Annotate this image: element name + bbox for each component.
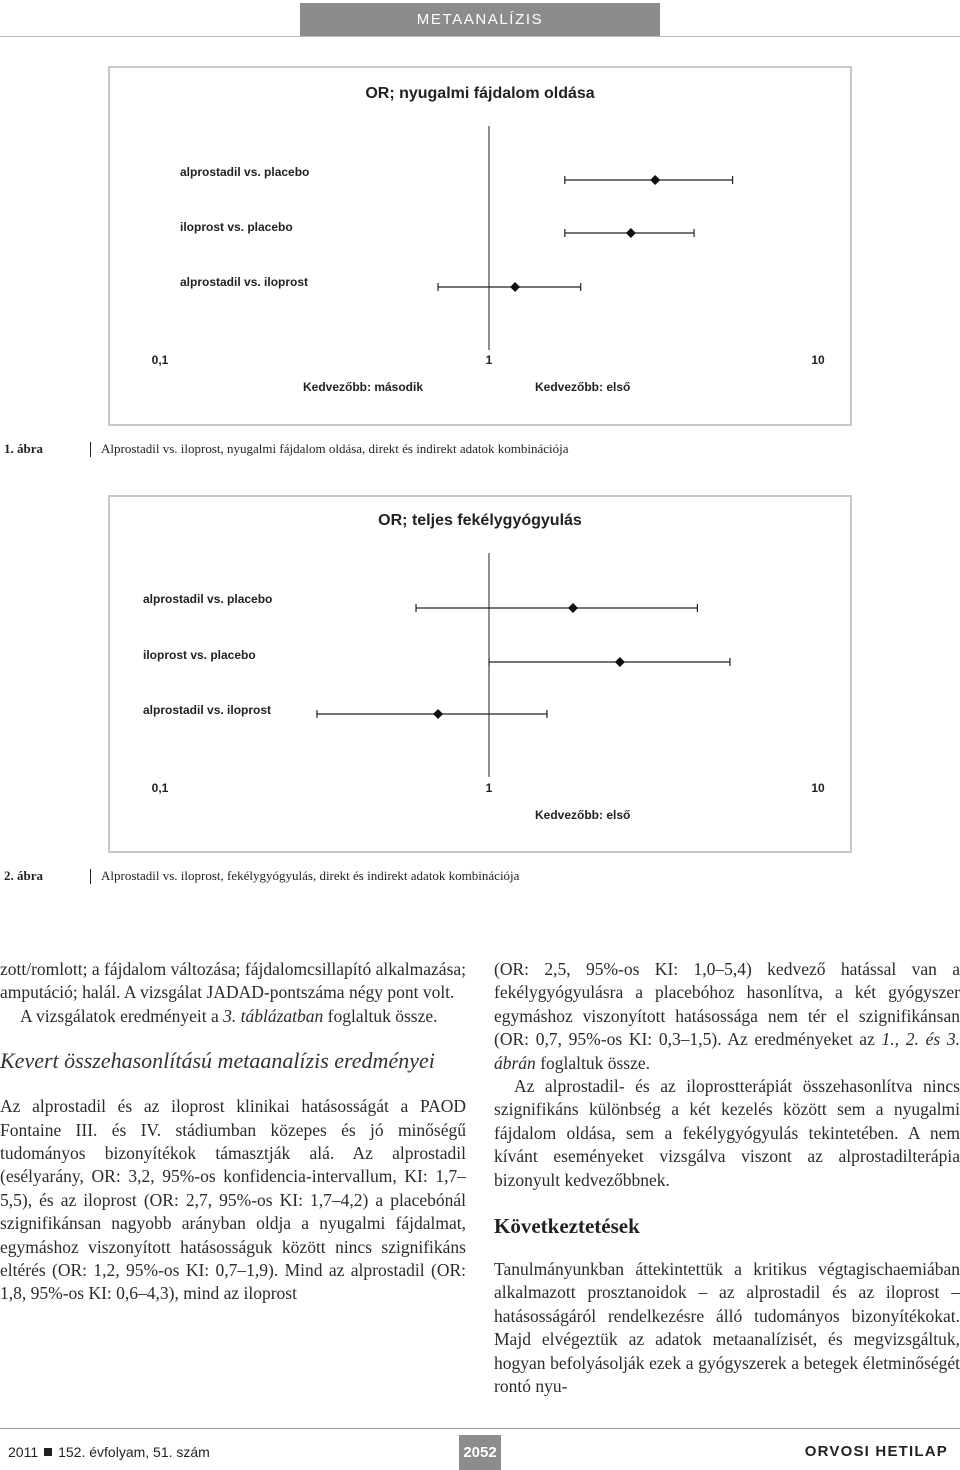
caption-divider — [90, 869, 91, 884]
text-run: A vizsgálatok eredményeit a — [20, 1005, 224, 1026]
row-label: alprostadil vs. placebo — [143, 592, 273, 606]
figure-2-number: 2. ábra — [4, 868, 43, 883]
row-label: alprostadil vs. iloprost — [180, 275, 309, 289]
forest-plot-2 — [110, 497, 850, 851]
odds-ratio-marker — [568, 603, 578, 613]
row-label: alprostadil vs. iloprost — [143, 703, 272, 717]
chart-title: OR; nyugalmi fájdalom oldása — [365, 85, 595, 102]
page-number-text: 2052 — [463, 1444, 497, 1461]
figure-reference: 1., 2. és 3. ábrán — [494, 1029, 960, 1073]
x-tick-label: 10 — [811, 353, 825, 367]
section-heading: Kevert összehasonlítású metaanalízis eredményei — [0, 1048, 435, 1074]
text-run: foglaltuk össze. — [535, 1052, 651, 1073]
text-run: (OR: 2,5, 95%-os KI: 1,0–5,4) kedvező hatással van a fekélygyógyulásra a placebóhoz hasonlítva, a két gyógyszer egymáshoz viszonyított hatásossága nem tér el szignifikánsan (OR: 0,7, 95%-os KI: 0,3–1,5). Az eredményeket az — [494, 959, 960, 1050]
figure-2 — [108, 495, 852, 853]
favors-first-label: Kedvezőbb: első — [535, 380, 631, 394]
page-number — [459, 1435, 501, 1470]
journal-name: ORVOSI HETILAP — [804, 1443, 948, 1460]
right-column — [494, 958, 960, 1399]
favors-second-label: Kedvezőbb: második — [303, 380, 424, 394]
section-title: METAANALÍZIS — [416, 11, 544, 28]
x-tick-label: 0,1 — [151, 353, 169, 367]
footer-year: 2011 — [8, 1444, 39, 1460]
paragraph: Tanulmányunkban áttekintettük a kritikus végtagischaemiában alkalmazott prosztanoidok – az alprostadil és az iloprost – hatásosságáról rendelkezésre álló tudományos bizonyítékokat. Majd elvégeztük az adatok metaanalízisét, és megvizsgáltuk, hogyan befolyásolják ezek a gyógyszerek a betegek életminőségét rontó nyu- — [494, 1259, 960, 1397]
paragraph — [0, 1005, 466, 1028]
odds-ratio-marker — [615, 657, 625, 667]
row-label: iloprost vs. placebo — [143, 648, 256, 662]
odds-ratio-marker — [626, 228, 636, 238]
footer-issue — [8, 1444, 210, 1460]
forest-plot-1 — [110, 68, 850, 424]
odds-ratio-marker — [433, 709, 443, 719]
table-reference: 3. táblázatban — [223, 1005, 324, 1026]
chart-title: OR; teljes fekélygyógyulás — [378, 512, 582, 529]
paragraph: Az alprostadil- és az iloprostterápiát összehasonlítva nincs szignifikáns különbség a két kezelés között sem a nyugalmi fájdalom oldása, sem a fekélygyógyulás tekintetében. A nem kívánt eseményeket vizsgálva viszont az alprostadilterápia bizonyult kedvezőbbnek. — [494, 1076, 960, 1190]
section-heading: Következtetések — [494, 1214, 640, 1239]
section-header — [300, 3, 660, 36]
x-tick-label: 10 — [811, 781, 825, 795]
x-tick-label: 1 — [485, 781, 493, 795]
row-label: alprostadil vs. placebo — [180, 165, 310, 179]
figure-2-caption-text: Alprostadil vs. iloprost, fekélygyógyulás, direkt és indirekt adatok kombinációja — [101, 868, 520, 883]
paragraph: Az alprostadil és az iloprost klinikai hatásosságát a PAOD Fontaine III. és IV. stádiumban közepes és jó minőségű tudományos bizonyítékok támasztják alá. Az alprostadil (esélyarány, OR: 3,2, 95%-os konfidencia-intervallum, KI: 1,7–5,5), és az iloprost (OR: 2,7, 95%-os KI: 1,7–4,2) a placebónál szignifikánsan nagyobb arányban oldja a nyugalmi fájdalmat, egymáshoz viszonyított hatásosságuk között nincs szignifikáns eltérés (OR: 1,2, 95%-os KI: 0,7–1,9). Mind az alprostadil (OR: 1,8, 95%-os KI: 0,6–4,3), mind az iloprost — [0, 1096, 466, 1304]
left-column — [0, 958, 466, 1306]
figure-1-caption-text: Alprostadil vs. iloprost, nyugalmi fájdalom oldása, direkt és indirekt adatok kombinációja — [101, 441, 569, 456]
paragraph: zott/romlott; a fájdalom változása; fájdalomcsillapító alkalmazása; amputáció; halál. A vizsgálat JADAD-pontszáma négy pont volt. — [0, 959, 467, 1003]
footer-rule — [0, 1428, 960, 1429]
odds-ratio-marker — [510, 282, 520, 292]
x-tick-label: 1 — [485, 353, 493, 367]
paragraph — [494, 958, 960, 1075]
text-run: foglaltuk össze. — [323, 1005, 438, 1026]
footer-volume: 152. évfolyam, 51. szám — [58, 1444, 210, 1460]
favors-first-label: Kedvezőbb: első — [535, 808, 631, 822]
row-label: iloprost vs. placebo — [180, 220, 293, 234]
caption-divider — [90, 442, 91, 457]
square-bullet-icon — [44, 1448, 52, 1456]
odds-ratio-marker — [650, 175, 660, 185]
x-tick-label: 0,1 — [151, 781, 169, 795]
figure-1 — [108, 66, 852, 426]
figure-1-number: 1. ábra — [4, 441, 43, 456]
header-rule — [0, 36, 960, 37]
